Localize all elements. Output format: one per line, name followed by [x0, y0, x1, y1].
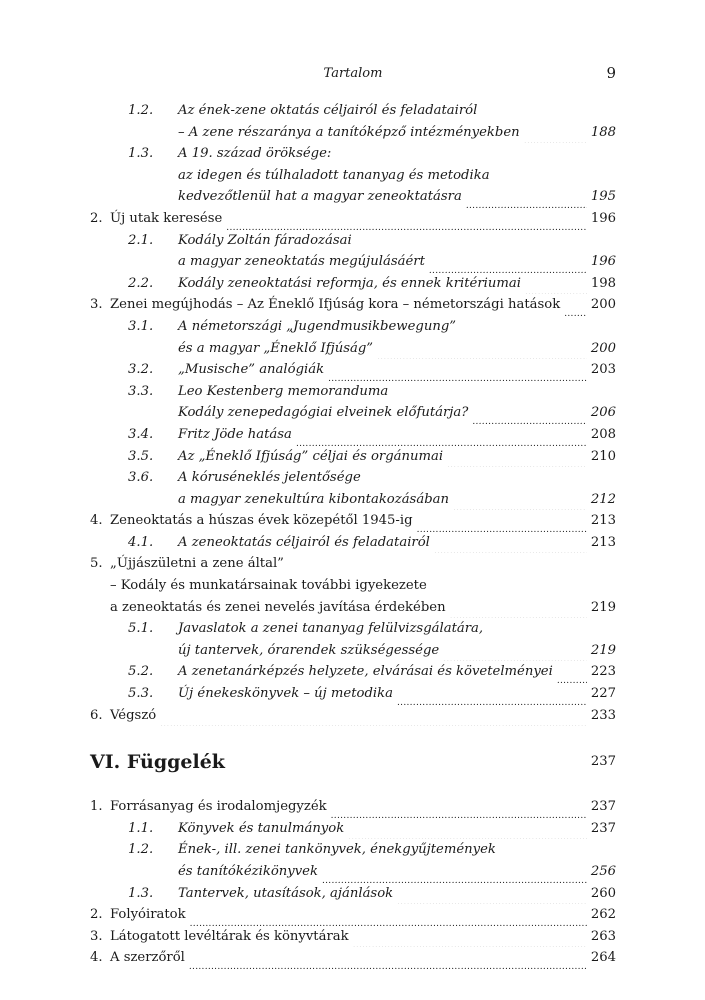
toc-entry-page: 206	[590, 405, 616, 421]
dot-leader	[229, 748, 587, 776]
toc-entry-line	[90, 186, 616, 208]
dot-leader	[466, 186, 587, 208]
toc-entry-page: 196	[590, 254, 616, 270]
dot-leader	[453, 489, 587, 511]
toc-entry-page: 188	[590, 124, 616, 140]
toc-entry-number: 5.	[90, 556, 103, 572]
dot-leader	[226, 208, 587, 230]
toc-entry-title: Leo Kestenberg memoranduma	[178, 383, 389, 399]
dot-leader	[417, 510, 587, 532]
dot-leader	[348, 818, 587, 840]
appendix-title: VI. Függelék	[90, 751, 225, 774]
dot-leader	[328, 359, 587, 381]
toc-entry-title: Kodály Zoltán fáradozásai	[178, 232, 352, 248]
toc-entry-page: 219	[590, 642, 616, 658]
toc-entry-line	[90, 230, 616, 252]
toc-entry-number: 1.2.	[128, 842, 154, 858]
dot-leader	[160, 705, 587, 727]
toc-entry-line	[90, 510, 616, 532]
dot-leader	[557, 661, 587, 683]
toc-entry-line	[90, 316, 616, 338]
toc-entry-title: Tantervek, utasítások, ajánlások	[178, 885, 394, 901]
toc-entry-line	[90, 839, 616, 861]
toc-entry-title: A szerzőről	[110, 950, 185, 966]
toc-entry-line	[90, 100, 616, 122]
dot-leader	[296, 424, 587, 446]
toc-entry-line	[90, 446, 616, 468]
dot-leader	[322, 861, 587, 883]
toc-entry-title: A kóruséneklés jelentősége	[178, 470, 361, 486]
toc-entry-page: 219	[590, 599, 616, 615]
toc-entry-line	[90, 683, 616, 705]
toc-entry-title: a magyar zenekultúra kibontakozásában	[178, 491, 449, 507]
toc-entry-page: 233	[590, 707, 616, 723]
dot-leader	[447, 446, 587, 468]
dot-leader	[377, 338, 587, 360]
toc-entry-number: 3.	[90, 297, 103, 313]
toc-entry-page: 237	[590, 799, 616, 815]
toc-entry-line	[90, 926, 616, 948]
toc-entry-title: Zeneoktatás a húszas évek közepétől 1945-ig	[110, 513, 413, 529]
toc-entry-line	[90, 338, 616, 360]
toc-entry-number: 5.2.	[128, 664, 154, 680]
dot-leader	[189, 947, 587, 969]
running-title: Tartalom	[323, 66, 383, 81]
toc-entry-number: 2.	[90, 907, 103, 923]
toc-entry-title: kedvezőtlenül hat a magyar zeneoktatásra	[178, 189, 462, 205]
toc-entry-line	[90, 467, 616, 489]
dot-leader	[524, 122, 587, 144]
toc-entry-title: „Musische” analógiák	[178, 362, 325, 378]
toc-entry-title: Új énekeskönyvek – új metodika	[178, 686, 393, 702]
toc-entry-page: 227	[590, 686, 616, 702]
appendix-page: 237	[590, 754, 616, 770]
toc-entry-title: A 19. század öröksége:	[178, 146, 332, 162]
toc-entry-line	[90, 402, 616, 424]
toc-entry-title: Az „Éneklő Ifjúság” céljai és orgánumai	[178, 448, 444, 464]
toc-entry-title: Kodály zeneoktatási reformja, és ennek kritériumai	[178, 275, 521, 291]
toc-entry-number: 3.4.	[128, 426, 154, 442]
toc-entry-number: 4.	[90, 513, 103, 529]
dot-leader	[434, 532, 587, 554]
toc-entry-page: 196	[590, 210, 616, 226]
toc-entry-number: 5.3.	[128, 686, 154, 702]
toc-entry-line	[90, 661, 616, 683]
toc-entry-line	[90, 424, 616, 446]
toc-entry-title: A zeneoktatás céljairól és feladatairól	[178, 534, 430, 550]
toc-entry-page: 200	[590, 340, 616, 356]
toc-entry-page: 260	[590, 885, 616, 901]
toc-entry-page: 237	[590, 820, 616, 836]
toc-entry-line	[90, 640, 616, 662]
toc-entry-title: Forrásanyag és irodalomjegyzék	[110, 799, 327, 815]
toc-entry-line	[90, 597, 616, 619]
toc-entry-title: Az ének-zene oktatás céljairól és feladatairól	[178, 103, 478, 118]
toc-entry-line	[90, 904, 616, 926]
toc-entry-page: 212	[590, 491, 616, 507]
toc-entry-title: új tantervek, órarendek szükségessége	[178, 642, 440, 658]
toc-entry-line	[90, 532, 616, 554]
dot-leader	[525, 273, 587, 295]
toc-entry-number: 6.	[90, 707, 103, 723]
toc-entry-line	[90, 273, 616, 295]
toc-entry-line	[90, 122, 616, 144]
toc-entry-line	[90, 165, 616, 187]
toc-entry-number: 3.6.	[128, 470, 154, 486]
toc-entry-page: 198	[590, 275, 616, 291]
toc-entry-page: 256	[590, 864, 616, 879]
page-number: 9	[606, 64, 616, 82]
toc-entry-title: és tanítókézikönyvek	[178, 864, 318, 879]
toc-entry-line	[90, 294, 616, 316]
toc-entry-title: és a magyar „Éneklő Ifjúság”	[178, 340, 374, 356]
dot-leader	[450, 597, 587, 619]
toc-entry-number: 1.3.	[128, 146, 154, 162]
toc-entry-line	[90, 251, 616, 273]
toc-entry-number: 3.2.	[128, 362, 154, 378]
page-header	[90, 64, 616, 84]
toc-entry-page: 200	[590, 297, 616, 313]
toc-entry-title: A németországi „Jugendmusikbewegung”	[178, 318, 457, 334]
dot-leader	[564, 294, 587, 316]
toc-entry-line	[90, 208, 616, 230]
toc-entry-title: Könyvek és tanulmányok	[178, 820, 345, 836]
toc-entry-line	[90, 381, 616, 403]
toc-entry-title: A zenetanárképzés helyzete, elvárásai és követelményei	[178, 664, 553, 680]
dot-leader	[353, 926, 587, 948]
toc-entry-number: 1.1.	[128, 820, 154, 836]
dot-leader	[331, 796, 587, 818]
toc-entry-title: – A zene részaránya a tanítóképző intézményekben	[178, 124, 520, 140]
toc-entry-title: Új utak keresése	[110, 210, 223, 226]
toc-entry-number: 4.	[90, 950, 103, 966]
toc-entry-title: Látogatott levéltárak és könyvtárak	[110, 928, 349, 944]
toc-entry-number: 3.	[90, 928, 103, 944]
toc-entry-line	[90, 796, 616, 818]
toc-entry-line	[90, 618, 616, 640]
toc-entry-page: 263	[590, 928, 616, 944]
toc-entry-line	[90, 947, 616, 969]
toc-entry-number: 1.3.	[128, 885, 154, 901]
toc-entry-page: 203	[590, 362, 616, 378]
appendix-heading	[90, 748, 616, 776]
toc-entry-line	[90, 861, 616, 883]
toc-entry-title: a magyar zeneoktatás megújulásáért	[178, 254, 425, 270]
toc-entry-page: 213	[590, 534, 616, 550]
table-of-contents	[90, 100, 616, 969]
dot-leader	[443, 640, 587, 662]
toc-entry-title: a zeneoktatás és zenei nevelés javítása érdekében	[110, 599, 446, 615]
toc-entry-number: 3.1.	[128, 318, 154, 334]
toc-entry-number: 2.	[90, 210, 103, 226]
toc-entry-line	[90, 883, 616, 905]
toc-entry-title: Zenei megújhodás – Az Éneklő Ifjúság kora – németországi hatások	[110, 297, 561, 313]
toc-entry-title: Javaslatok a zenei tananyag felülvizsgálatára,	[178, 621, 484, 637]
toc-entry-title: „Újjászületni a zene által”	[110, 556, 284, 572]
toc-entry-line	[90, 575, 616, 597]
toc-entry-page: 223	[590, 664, 616, 680]
toc-entry-number: 1.	[90, 799, 103, 815]
toc-entry-number: 2.2.	[128, 275, 154, 291]
toc-entry-number: 4.1.	[128, 534, 154, 550]
toc-entry-line	[90, 818, 616, 840]
toc-entry-page: 195	[590, 189, 616, 205]
toc-entry-number: 2.1.	[128, 232, 154, 248]
toc-entry-title: Fritz Jöde hatása	[178, 426, 292, 442]
toc-entry-line	[90, 143, 616, 165]
toc-entry-number: 1.2.	[128, 103, 154, 118]
toc-entry-line	[90, 489, 616, 511]
toc-entry-title: Kodály zenepedagógiai elveinek előfutárja?	[178, 405, 469, 421]
dot-leader	[190, 904, 587, 926]
toc-entry-page: 208	[590, 426, 616, 442]
toc-entry-number: 3.3.	[128, 383, 154, 399]
toc-entry-line	[90, 359, 616, 381]
toc-entry-page: 213	[590, 513, 616, 529]
toc-entry-line	[90, 705, 616, 727]
toc-entry-page: 262	[590, 907, 616, 923]
dot-leader	[397, 883, 587, 905]
toc-entry-number: 3.5.	[128, 448, 154, 464]
dot-leader	[472, 402, 587, 424]
toc-entry-title: Ének-, ill. zenei tankönyvek, énekgyűjtemények	[178, 842, 496, 858]
toc-entry-title: – Kodály és munkatársainak további igyekezete	[110, 578, 427, 594]
toc-entry-title: az idegen és túlhaladott tananyag és metodika	[178, 167, 490, 183]
toc-entry-title: Folyóiratok	[110, 907, 186, 923]
toc-entry-title: Végszó	[110, 707, 157, 723]
toc-entry-page: 264	[590, 950, 616, 966]
dot-leader	[397, 683, 587, 705]
toc-entry-line	[90, 553, 616, 575]
toc-entry-page: 210	[590, 448, 616, 464]
dot-leader	[429, 251, 587, 273]
toc-entry-number: 5.1.	[128, 621, 154, 637]
